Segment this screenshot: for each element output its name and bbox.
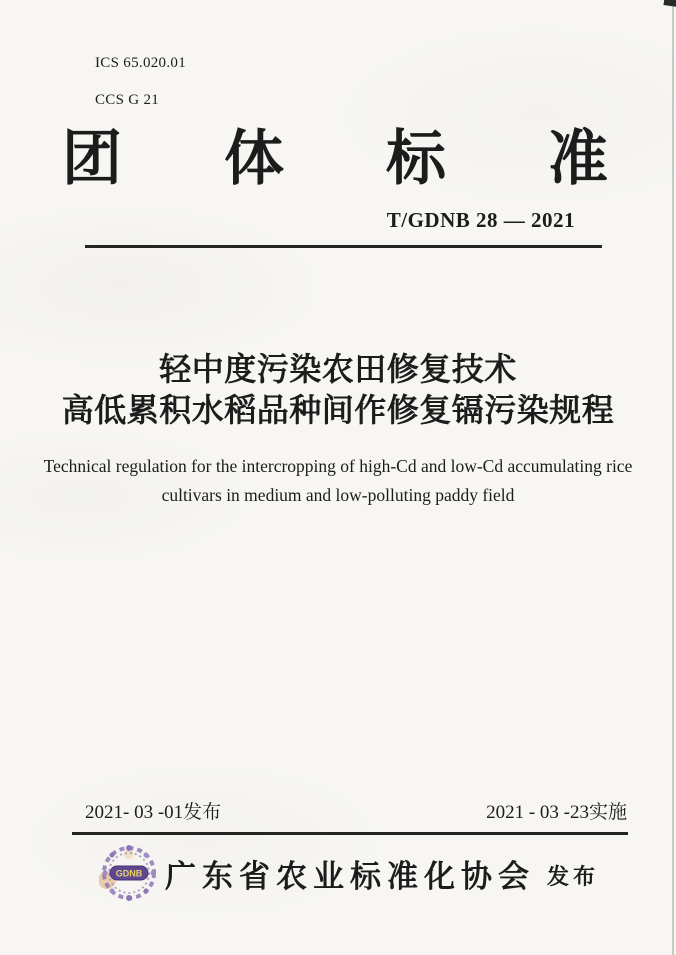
implementation-date: 2021 - 03 -23实施	[486, 802, 627, 823]
publisher-row	[99, 842, 599, 904]
association-logo-icon	[99, 842, 159, 904]
doc-type-title	[62, 126, 608, 192]
title-english	[38, 452, 638, 510]
title-chinese-line2: 高低累积水稻品种间作修复镉污染规程	[61, 391, 615, 429]
title-english-line2: cultivars in medium and low-polluting paddy field	[161, 485, 515, 505]
logo-acronym-text: GDNB	[115, 868, 143, 879]
title-english-line1: Technical regulation for the intercropping of high-Cd and low-Cd accumulating rice	[43, 456, 633, 476]
scan-edge-artifact	[672, 0, 674, 955]
standard-number: T/GDNB 28 — 2021	[386, 208, 575, 232]
ics-code: ICS 65.020.01	[95, 55, 186, 71]
doc-type-char-4: 准	[548, 126, 608, 192]
publish-action-label: 发布	[547, 864, 600, 890]
ccs-code: CCS G 21	[95, 92, 160, 108]
title-chinese	[0, 349, 676, 431]
title-chinese-line1: 轻中度污染农田修复技术	[159, 350, 517, 388]
scan-corner-mark	[663, 0, 676, 7]
doc-type-char-2: 体	[224, 126, 284, 192]
doc-type-char-1: 团	[62, 126, 122, 192]
header-divider-rule	[85, 245, 602, 248]
dates-row	[85, 797, 627, 824]
footer-divider-rule	[72, 832, 628, 835]
issue-date: 2021- 03 -01发布	[85, 802, 222, 823]
publisher-name: 广东省农业标准化协会	[165, 858, 535, 894]
doc-type-char-3: 标	[386, 126, 446, 192]
